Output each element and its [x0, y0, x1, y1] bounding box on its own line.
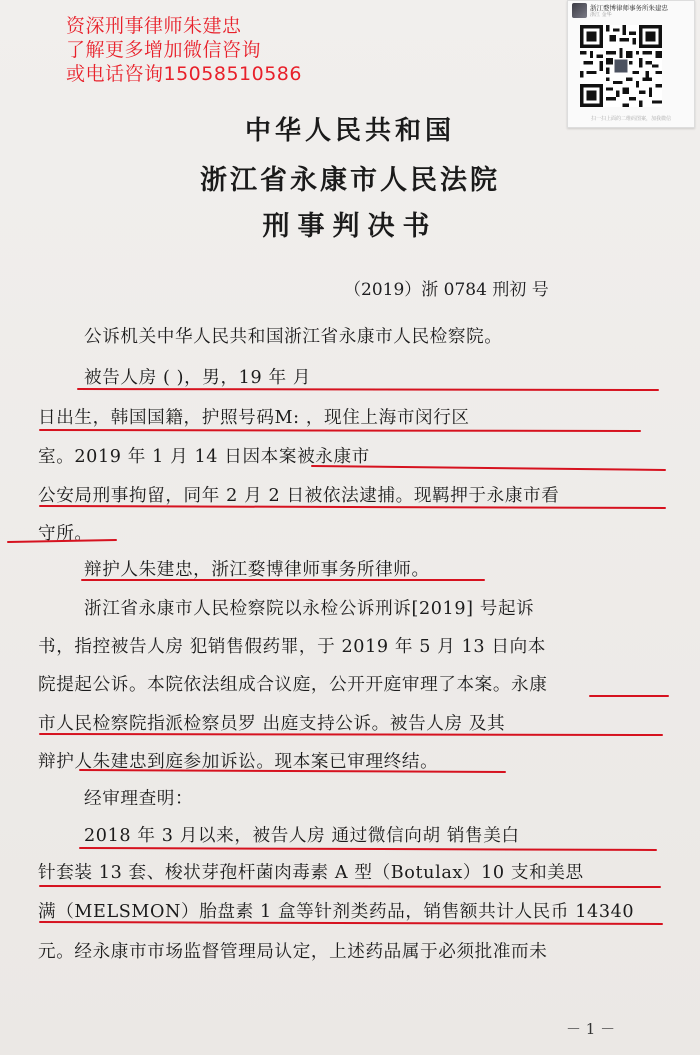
- underline-11: [40, 886, 660, 887]
- qr-code-icon[interactable]: [580, 25, 662, 107]
- body-line-16: 满（MELSMON）胎盘素 1 盒等针剂类药品，销售额共计人民币 14340: [38, 902, 635, 922]
- case-number: （2019）浙 0784 刑初 号: [344, 280, 549, 300]
- body-line-2: 被告人房 ( )，男，19 年 月: [84, 368, 312, 388]
- page-number: － 1 －: [566, 1020, 616, 1038]
- body-line-9: 书，指控被告人房 犯销售假药罪，于 2019 年 5 月 13 日向本: [38, 637, 546, 657]
- body-line-14: 2018 年 3 月以来，被告人房 通过微信向胡 销售美白: [84, 826, 520, 846]
- wechat-qr-card[interactable]: [567, 0, 695, 128]
- body-line-15: 针套装 13 套、梭状芽孢杆菌肉毒素 A 型（Botulax）10 支和美思: [38, 863, 584, 883]
- body-line-17: 元。经永康市市场监督管理局认定，上述药品属于必须批准而未: [38, 942, 548, 962]
- qr-card-location: 浙江 金华: [590, 12, 612, 18]
- body-line-6: 守所。: [38, 524, 93, 544]
- avatar: [572, 3, 587, 18]
- body-line-7: 辩护人朱建忠，浙江婺博律师事务所律师。: [84, 560, 430, 580]
- body-line-13: 经审理查明：: [84, 789, 194, 809]
- body-line-8: 浙江省永康市人民检察院以永检公诉刑诉[2019] 号起诉: [84, 599, 535, 619]
- body-line-1: 公诉机关中华人民共和国浙江省永康市人民检察院。: [84, 327, 503, 347]
- heading-court: 浙江省永康市人民法院: [200, 165, 500, 196]
- body-line-12: 辩护人朱建忠到庭参加诉讼。现本案已审理终结。: [38, 752, 439, 772]
- underline-1: [78, 389, 658, 390]
- qr-card-name: 浙江婺博律师事务所朱建忠: [590, 4, 668, 12]
- underline-10: [80, 848, 656, 850]
- body-line-4: 室。2019 年 1 月 14 日因本案被永康市: [38, 447, 370, 467]
- watermark-line-1: 资深刑事律师朱建忠: [66, 15, 242, 37]
- qr-card-caption: 扫一扫上面的二维码图案，加我微信: [590, 116, 671, 122]
- body-line-5: 公安局刑事拘留，同年 2 月 2 日被依法逮捕。现羁押于永康市看: [38, 486, 560, 506]
- qr-card-header: [572, 3, 692, 21]
- watermark-line-3: 或电话咨询15058510586: [66, 63, 302, 85]
- heading-doc-type: 刑事判决书: [262, 211, 438, 242]
- underline-2: [40, 430, 640, 431]
- body-line-3: 日出生，韩国国籍，护照号码M: ，现住上海市闵行区: [38, 408, 470, 428]
- watermark: [66, 14, 302, 86]
- watermark-line-2: 了解更多增加微信咨询: [66, 39, 262, 61]
- body-line-10: 院提起公诉。本院依法组成合议庭，公开开庭审理了本案。永康: [38, 675, 548, 695]
- body-line-11: 市人民检察院指派检察员罗 出庭支持公诉。被告人房 及其: [38, 714, 506, 734]
- heading-country: 中华人民共和国: [244, 116, 455, 146]
